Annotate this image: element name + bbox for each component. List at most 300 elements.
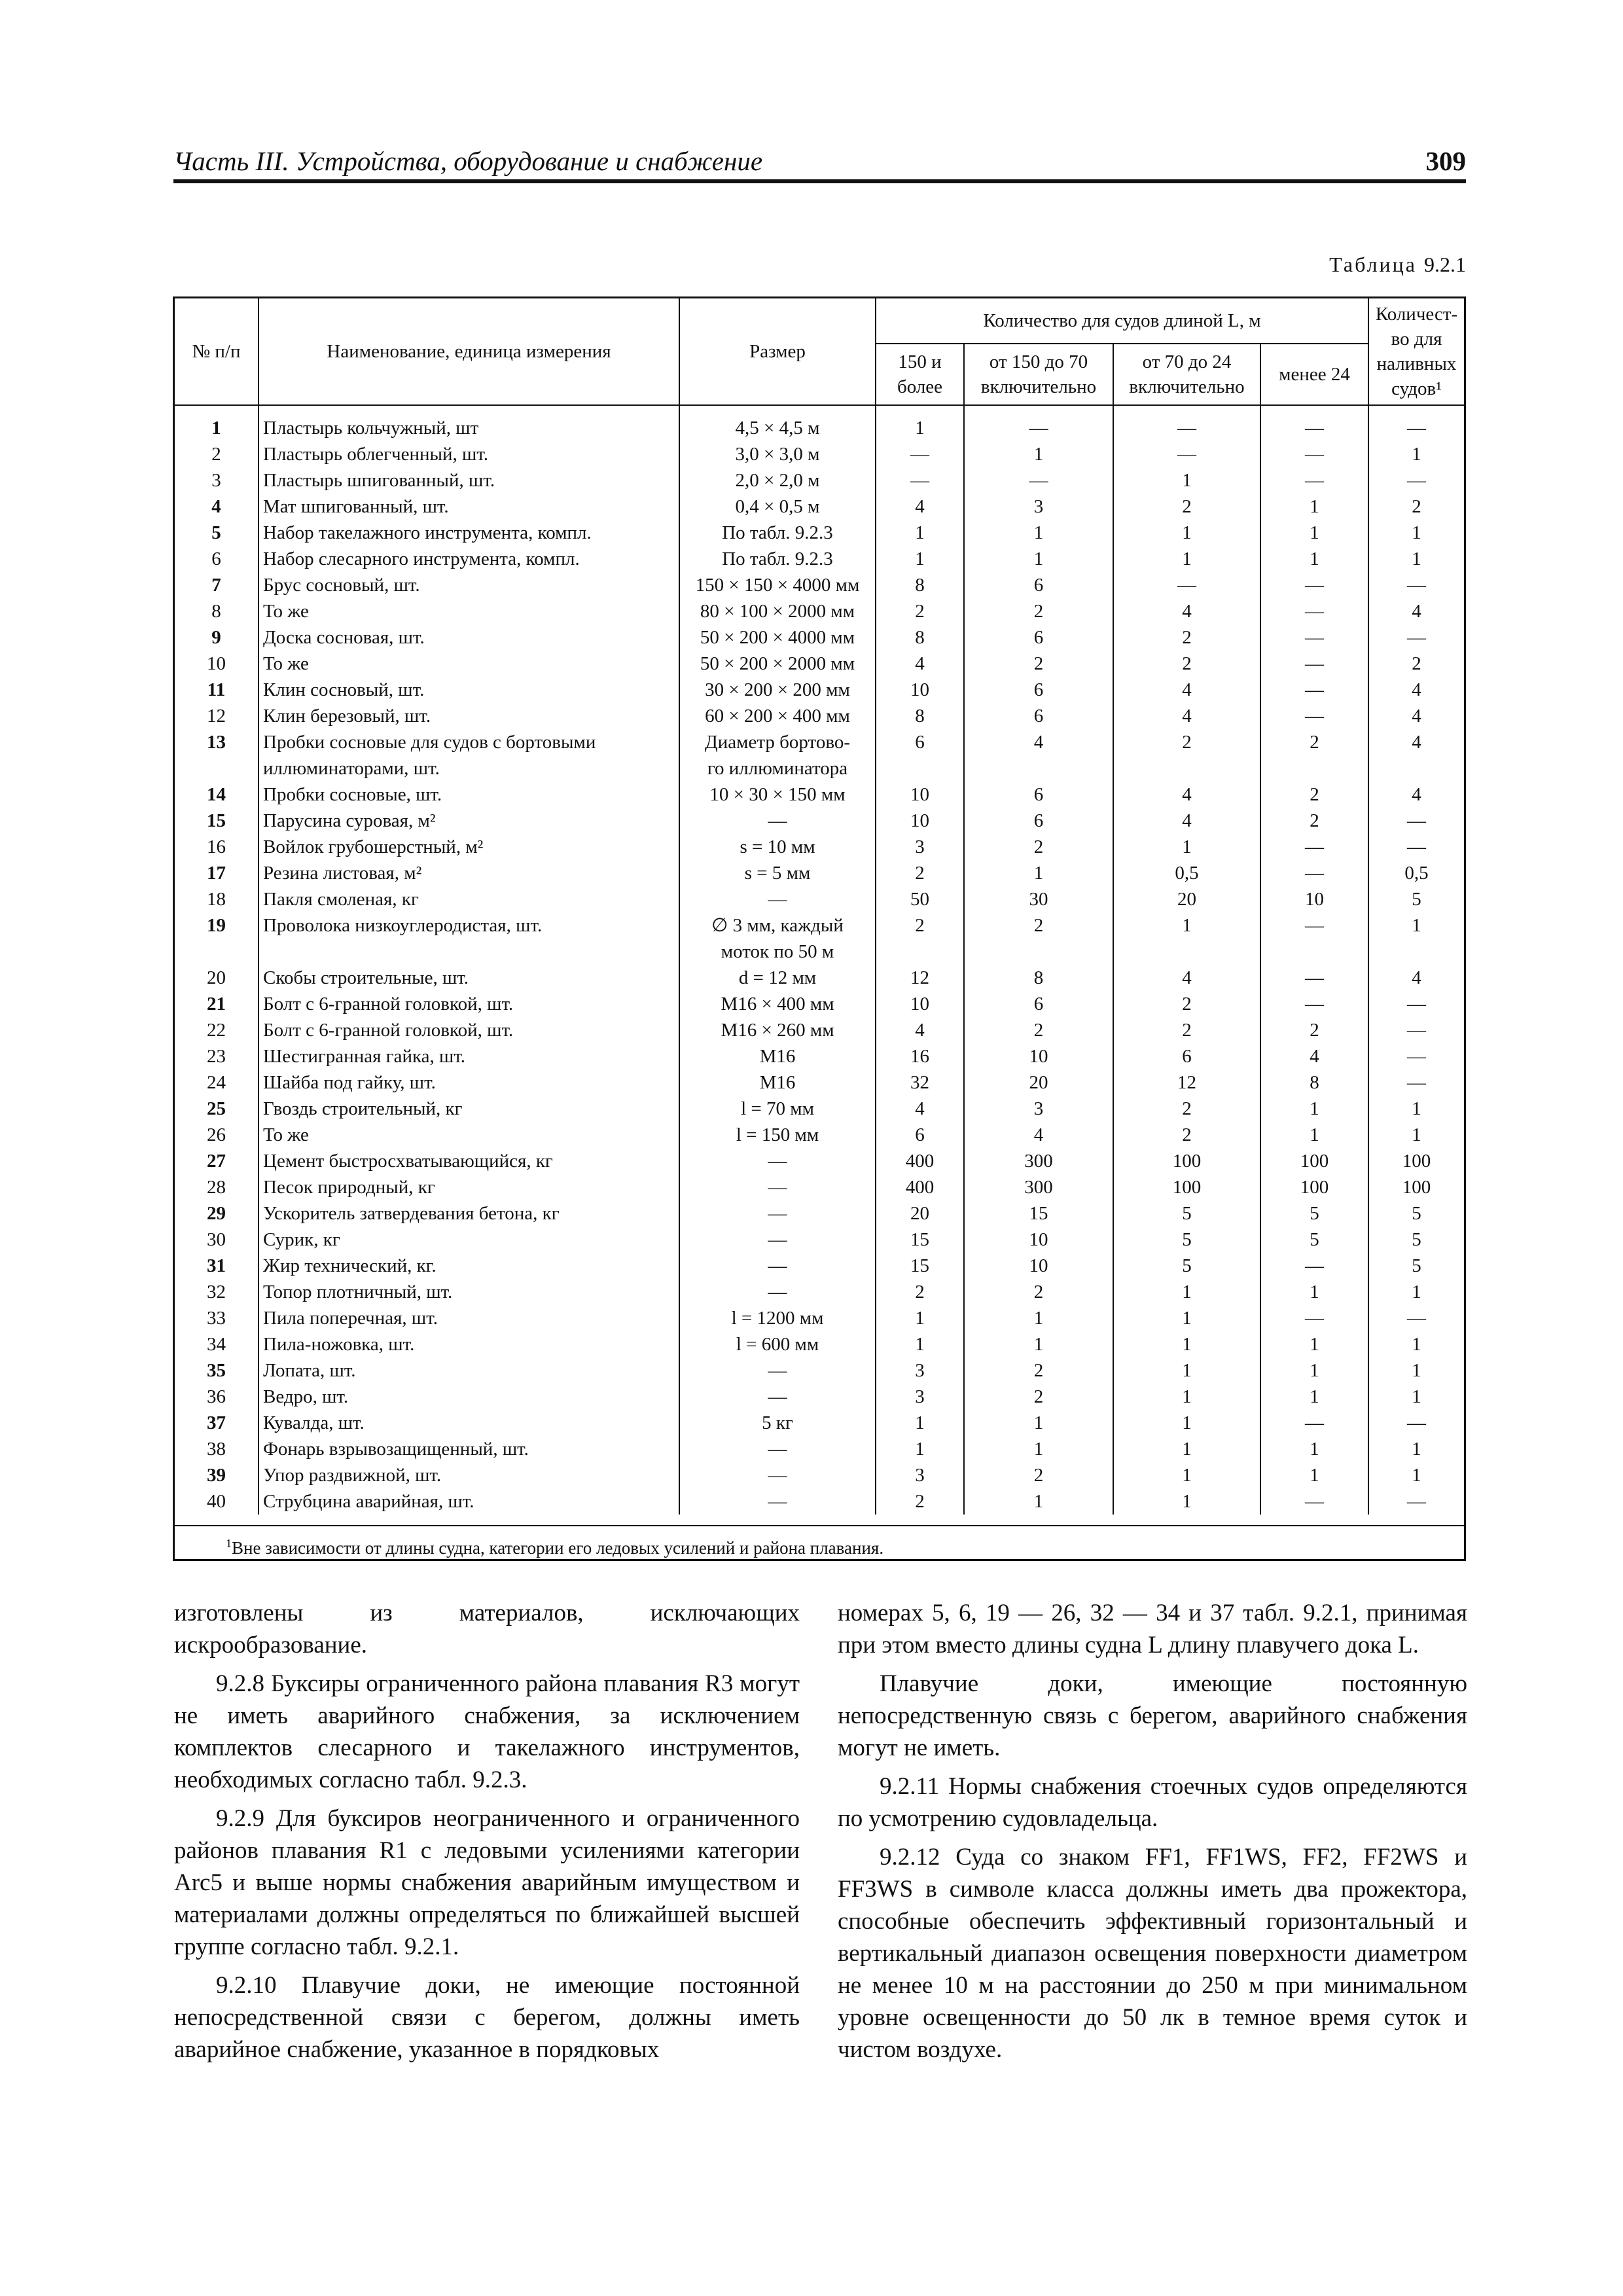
row-number-cell: 39 bbox=[175, 1462, 259, 1488]
table-row bbox=[175, 1384, 1464, 1410]
qty-tankers-cell: 0,5 bbox=[1368, 860, 1464, 886]
table-row bbox=[175, 1462, 1464, 1488]
item-name-cell: Пила поперечная, шт. bbox=[259, 1305, 679, 1331]
qty-under-24-cell: — bbox=[1260, 598, 1368, 624]
qty-under-24-cell: — bbox=[1260, 572, 1368, 598]
row-number-cell: 17 bbox=[175, 860, 259, 886]
qty-150-plus-cell: 2 bbox=[876, 1279, 964, 1305]
qty-150-plus-cell: — bbox=[876, 441, 964, 467]
item-name-cell: Пакля смоленая, кг bbox=[259, 886, 679, 912]
table-row bbox=[175, 441, 1464, 467]
qty-under-24-cell: — bbox=[1260, 1410, 1368, 1436]
table-row bbox=[175, 1410, 1464, 1436]
item-name-cell: Клин березовый, шт. bbox=[259, 703, 679, 729]
row-number-cell: 38 bbox=[175, 1436, 259, 1462]
size-cell: М16 bbox=[679, 1043, 876, 1069]
paragraph-docks: Плавучие доки, имеющие постоянную непосредственную связь с берегом, аварийного снабжения могут не иметь. bbox=[838, 1670, 1467, 1761]
row-number-cell: 7 bbox=[175, 572, 259, 598]
qty-under-24-cell bbox=[1260, 755, 1368, 781]
qty-70-24-cell: 4 bbox=[1113, 677, 1260, 703]
header-150-plus: 150 и более bbox=[876, 344, 964, 405]
qty-150-plus-cell: 50 bbox=[876, 886, 964, 912]
size-cell: — bbox=[679, 1488, 876, 1515]
qty-under-24-cell: — bbox=[1260, 651, 1368, 677]
row-number-cell: 24 bbox=[175, 1069, 259, 1096]
table-row bbox=[175, 1174, 1464, 1200]
paragraph-9-2-10-cont: номерах 5, 6, 19 — 26, 32 — 34 и 37 табл. 9.2.1, принимая при этом вместо длины судна L длину плавучего дока L. bbox=[838, 1600, 1467, 1659]
item-name-cell: Упор раздвижной, шт. bbox=[259, 1462, 679, 1488]
qty-under-24-cell: — bbox=[1260, 1305, 1368, 1331]
qty-70-24-cell: 4 bbox=[1113, 808, 1260, 834]
item-name-cell: То же bbox=[259, 598, 679, 624]
table-body bbox=[175, 405, 1464, 1515]
qty-70-24-cell: 1 bbox=[1113, 1279, 1260, 1305]
row-number-cell bbox=[175, 755, 259, 781]
qty-150-70-cell: 1 bbox=[964, 1305, 1113, 1331]
qty-150-70-cell: 6 bbox=[964, 624, 1113, 651]
qty-150-70-cell: 2 bbox=[964, 1017, 1113, 1043]
qty-under-24-cell: — bbox=[1260, 1488, 1368, 1515]
table-row bbox=[175, 1279, 1464, 1305]
qty-150-70-cell: 2 bbox=[964, 912, 1113, 939]
item-name-cell: Струбцина аварийная, шт. bbox=[259, 1488, 679, 1515]
item-name-cell bbox=[259, 939, 679, 965]
qty-tankers-cell: 1 bbox=[1368, 1122, 1464, 1148]
size-cell: 10 × 30 × 150 мм bbox=[679, 781, 876, 808]
item-name-cell: Набор слесарного инструмента, компл. bbox=[259, 546, 679, 572]
qty-70-24-cell: 2 bbox=[1113, 729, 1260, 755]
qty-150-plus-cell: 10 bbox=[876, 991, 964, 1017]
row-number-cell: 22 bbox=[175, 1017, 259, 1043]
size-cell: l = 150 мм bbox=[679, 1122, 876, 1148]
qty-under-24-cell: — bbox=[1260, 860, 1368, 886]
qty-150-70-cell: 6 bbox=[964, 808, 1113, 834]
item-name-cell: Шайба под гайку, шт. bbox=[259, 1069, 679, 1096]
qty-tankers-cell: — bbox=[1368, 405, 1464, 441]
qty-70-24-cell: 1 bbox=[1113, 1436, 1260, 1462]
qty-150-plus-cell: 6 bbox=[876, 729, 964, 755]
table-row bbox=[175, 965, 1464, 991]
qty-150-plus-cell: 3 bbox=[876, 1384, 964, 1410]
row-number-cell: 18 bbox=[175, 886, 259, 912]
qty-150-plus-cell bbox=[876, 755, 964, 781]
table-row bbox=[175, 808, 1464, 834]
qty-tankers-cell: 5 bbox=[1368, 886, 1464, 912]
qty-70-24-cell: 1 bbox=[1113, 1488, 1260, 1515]
qty-150-70-cell: 3 bbox=[964, 493, 1113, 520]
size-cell: l = 600 мм bbox=[679, 1331, 876, 1357]
qty-under-24-cell: — bbox=[1260, 834, 1368, 860]
qty-tankers-cell: 4 bbox=[1368, 598, 1464, 624]
qty-under-24-cell: 2 bbox=[1260, 729, 1368, 755]
qty-tankers-cell: 2 bbox=[1368, 493, 1464, 520]
qty-70-24-cell: 1 bbox=[1113, 1357, 1260, 1384]
qty-tankers-cell: 5 bbox=[1368, 1227, 1464, 1253]
size-cell: — bbox=[679, 1174, 876, 1200]
table-row bbox=[175, 624, 1464, 651]
size-cell: 4,5 × 4,5 м bbox=[679, 405, 876, 441]
qty-150-70-cell: 6 bbox=[964, 781, 1113, 808]
row-number-cell: 15 bbox=[175, 808, 259, 834]
qty-150-plus-cell: 2 bbox=[876, 860, 964, 886]
qty-70-24-cell: 4 bbox=[1113, 703, 1260, 729]
row-number-cell: 4 bbox=[175, 493, 259, 520]
row-number-cell: 8 bbox=[175, 598, 259, 624]
table-row bbox=[175, 834, 1464, 860]
table-frame bbox=[173, 296, 1466, 1561]
qty-150-70-cell: 6 bbox=[964, 677, 1113, 703]
qty-under-24-cell: — bbox=[1260, 441, 1368, 467]
item-name-cell: Лопата, шт. bbox=[259, 1357, 679, 1384]
table-row bbox=[175, 1357, 1464, 1384]
page-header bbox=[173, 145, 1466, 183]
item-name-cell: Шестигранная гайка, шт. bbox=[259, 1043, 679, 1069]
item-name-cell: Пробки сосновые, шт. bbox=[259, 781, 679, 808]
qty-70-24-cell: 4 bbox=[1113, 598, 1260, 624]
qty-150-70-cell: 1 bbox=[964, 860, 1113, 886]
qty-150-70-cell: 30 bbox=[964, 886, 1113, 912]
qty-tankers-cell: 5 bbox=[1368, 1200, 1464, 1227]
item-name-cell: Клин сосновый, шт. bbox=[259, 677, 679, 703]
qty-70-24-cell: 20 bbox=[1113, 886, 1260, 912]
qty-150-70-cell: 6 bbox=[964, 703, 1113, 729]
table-row bbox=[175, 1148, 1464, 1174]
qty-70-24-cell: 4 bbox=[1113, 965, 1260, 991]
size-cell: 5 кг bbox=[679, 1410, 876, 1436]
qty-tankers-cell: — bbox=[1368, 1305, 1464, 1331]
item-name-cell: Парусина суровая, м² bbox=[259, 808, 679, 834]
qty-150-plus-cell: 1 bbox=[876, 405, 964, 441]
qty-under-24-cell: — bbox=[1260, 624, 1368, 651]
item-name-cell: Сурик, кг bbox=[259, 1227, 679, 1253]
table-footnote bbox=[175, 1525, 1464, 1559]
qty-70-24-cell: — bbox=[1113, 441, 1260, 467]
text-column-left bbox=[174, 1597, 800, 2072]
qty-150-70-cell bbox=[964, 939, 1113, 965]
qty-under-24-cell: 1 bbox=[1260, 1122, 1368, 1148]
qty-tankers-cell: — bbox=[1368, 624, 1464, 651]
table-row bbox=[175, 405, 1464, 441]
item-name-cell: Фонарь взрывозащищенный, шт. bbox=[259, 1436, 679, 1462]
qty-70-24-cell: 1 bbox=[1113, 520, 1260, 546]
qty-under-24-cell: — bbox=[1260, 991, 1368, 1017]
qty-150-70-cell: 1 bbox=[964, 546, 1113, 572]
qty-150-70-cell: 6 bbox=[964, 572, 1113, 598]
item-name-cell: Песок природный, кг bbox=[259, 1174, 679, 1200]
table-caption-word: Таблица bbox=[1329, 253, 1417, 276]
header-tankers: Количест-во для наливных судов¹ bbox=[1368, 298, 1464, 405]
qty-150-70-cell bbox=[964, 755, 1113, 781]
qty-70-24-cell bbox=[1113, 755, 1260, 781]
qty-under-24-cell: 100 bbox=[1260, 1174, 1368, 1200]
qty-150-70-cell: 1 bbox=[964, 1410, 1113, 1436]
item-name-cell: Болт с 6-гранной головкой, шт. bbox=[259, 1017, 679, 1043]
qty-150-plus-cell: 3 bbox=[876, 1357, 964, 1384]
table-row bbox=[175, 939, 1464, 965]
row-number-cell: 40 bbox=[175, 1488, 259, 1515]
qty-70-24-cell: 5 bbox=[1113, 1227, 1260, 1253]
row-number-cell: 32 bbox=[175, 1279, 259, 1305]
row-number-cell: 14 bbox=[175, 781, 259, 808]
qty-under-24-cell: 5 bbox=[1260, 1200, 1368, 1227]
qty-150-70-cell: 4 bbox=[964, 1122, 1113, 1148]
size-cell: моток по 50 м bbox=[679, 939, 876, 965]
item-name-cell: То же bbox=[259, 651, 679, 677]
qty-150-70-cell: 300 bbox=[964, 1174, 1113, 1200]
row-number-cell: 6 bbox=[175, 546, 259, 572]
row-number-cell: 34 bbox=[175, 1331, 259, 1357]
qty-150-plus-cell: 1 bbox=[876, 520, 964, 546]
table-row bbox=[175, 729, 1464, 755]
qty-150-plus-cell: 10 bbox=[876, 808, 964, 834]
qty-150-70-cell: 1 bbox=[964, 441, 1113, 467]
qty-under-24-cell: 2 bbox=[1260, 1017, 1368, 1043]
qty-150-70-cell: 1 bbox=[964, 1436, 1113, 1462]
table-row bbox=[175, 755, 1464, 781]
row-number-cell: 1 bbox=[175, 405, 259, 441]
qty-tankers-cell: 2 bbox=[1368, 651, 1464, 677]
item-name-cell: Резина листовая, м² bbox=[259, 860, 679, 886]
size-cell: — bbox=[679, 1357, 876, 1384]
qty-tankers-cell: 1 bbox=[1368, 1279, 1464, 1305]
qty-under-24-cell: — bbox=[1260, 703, 1368, 729]
qty-150-plus-cell: 1 bbox=[876, 1436, 964, 1462]
table-caption bbox=[1329, 253, 1466, 277]
qty-tankers-cell: — bbox=[1368, 808, 1464, 834]
size-cell: 3,0 × 3,0 м bbox=[679, 441, 876, 467]
table-row bbox=[175, 546, 1464, 572]
table-row bbox=[175, 1305, 1464, 1331]
qty-under-24-cell: 1 bbox=[1260, 1462, 1368, 1488]
qty-150-plus-cell: 20 bbox=[876, 1200, 964, 1227]
table-row bbox=[175, 1122, 1464, 1148]
row-number-cell: 29 bbox=[175, 1200, 259, 1227]
page-number: 309 bbox=[1425, 146, 1466, 176]
qty-70-24-cell: 0,5 bbox=[1113, 860, 1260, 886]
qty-150-70-cell: 1 bbox=[964, 520, 1113, 546]
item-name-cell: иллюминаторами, шт. bbox=[259, 755, 679, 781]
qty-under-24-cell: — bbox=[1260, 405, 1368, 441]
qty-150-plus-cell: 32 bbox=[876, 1069, 964, 1096]
qty-150-plus-cell: 1 bbox=[876, 1305, 964, 1331]
header-150-70: от 150 до 70 включительно bbox=[964, 344, 1113, 405]
qty-150-70-cell: 10 bbox=[964, 1253, 1113, 1279]
row-number-cell: 30 bbox=[175, 1227, 259, 1253]
item-name-cell: Проволока низкоуглеродистая, шт. bbox=[259, 912, 679, 939]
row-number-cell: 36 bbox=[175, 1384, 259, 1410]
item-name-cell: Ускоритель затвердевания бетона, кг bbox=[259, 1200, 679, 1227]
qty-tankers-cell: 1 bbox=[1368, 1462, 1464, 1488]
qty-tankers-cell: — bbox=[1368, 467, 1464, 493]
table-row bbox=[175, 651, 1464, 677]
qty-70-24-cell: 1 bbox=[1113, 1384, 1260, 1410]
size-cell: По табл. 9.2.3 bbox=[679, 520, 876, 546]
qty-under-24-cell: 5 bbox=[1260, 1227, 1368, 1253]
qty-tankers-cell: 1 bbox=[1368, 546, 1464, 572]
qty-under-24-cell: 1 bbox=[1260, 1384, 1368, 1410]
qty-tankers-cell bbox=[1368, 755, 1464, 781]
row-number-cell: 23 bbox=[175, 1043, 259, 1069]
qty-150-70-cell: 4 bbox=[964, 729, 1113, 755]
row-number-cell: 28 bbox=[175, 1174, 259, 1200]
qty-150-plus-cell: 15 bbox=[876, 1227, 964, 1253]
qty-150-plus-cell: 400 bbox=[876, 1148, 964, 1174]
size-cell: ∅ 3 мм, каждый bbox=[679, 912, 876, 939]
item-name-cell: Жир технический, кг. bbox=[259, 1253, 679, 1279]
qty-150-70-cell: 300 bbox=[964, 1148, 1113, 1174]
qty-under-24-cell: 2 bbox=[1260, 781, 1368, 808]
qty-150-70-cell: 10 bbox=[964, 1227, 1113, 1253]
header-under-24: менее 24 bbox=[1260, 344, 1368, 405]
qty-150-plus-cell: 1 bbox=[876, 546, 964, 572]
qty-under-24-cell: — bbox=[1260, 965, 1368, 991]
header-70-24: от 70 до 24 включительно bbox=[1113, 344, 1260, 405]
size-cell: s = 5 мм bbox=[679, 860, 876, 886]
paragraph-9-2-9: 9.2.9 Для буксиров неограниченного и ограниченного районов плавания R1 с ледовыми усилениями категории Arc5 и выше нормы снабжения аварийным имуществом и материалами должны определяться по ближайшей высшей группе согласно табл. 9.2.1. bbox=[174, 1805, 800, 1960]
qty-70-24-cell: 100 bbox=[1113, 1148, 1260, 1174]
qty-under-24-cell: 1 bbox=[1260, 1357, 1368, 1384]
qty-150-70-cell: 15 bbox=[964, 1200, 1113, 1227]
qty-150-plus-cell: 16 bbox=[876, 1043, 964, 1069]
qty-150-plus-cell: 4 bbox=[876, 493, 964, 520]
qty-under-24-cell bbox=[1260, 939, 1368, 965]
table-row bbox=[175, 520, 1464, 546]
qty-150-70-cell: 2 bbox=[964, 834, 1113, 860]
qty-tankers-cell: — bbox=[1368, 1488, 1464, 1515]
qty-tankers-cell: 100 bbox=[1368, 1148, 1464, 1174]
qty-70-24-cell: 2 bbox=[1113, 991, 1260, 1017]
qty-tankers-cell: — bbox=[1368, 1043, 1464, 1069]
size-cell: М16 bbox=[679, 1069, 876, 1096]
size-cell: d = 12 мм bbox=[679, 965, 876, 991]
qty-150-plus-cell: 3 bbox=[876, 834, 964, 860]
size-cell: 30 × 200 × 200 мм bbox=[679, 677, 876, 703]
qty-70-24-cell: — bbox=[1113, 405, 1260, 441]
row-number-cell: 27 bbox=[175, 1148, 259, 1174]
qty-150-plus-cell: 15 bbox=[876, 1253, 964, 1279]
qty-150-plus-cell: 4 bbox=[876, 651, 964, 677]
item-name-cell: Пила-ножовка, шт. bbox=[259, 1331, 679, 1357]
qty-under-24-cell: 100 bbox=[1260, 1148, 1368, 1174]
qty-150-plus-cell: 12 bbox=[876, 965, 964, 991]
qty-70-24-cell: 2 bbox=[1113, 1096, 1260, 1122]
text-column-right bbox=[838, 1597, 1467, 2072]
paragraph-9-2-12: 9.2.12 Суда со знаком FF1, FF1WS, FF2, FF2WS и FF3WS в символе класса должны иметь два прожектора, способные обеспечить эффективный горизонтальный и вертикальный диапазон освещения поверхности диаметром не менее 10 м на расстоянии до 250 м при минимальном уровне освещенности до 50 лк в темное время суток и чистом воздухе. bbox=[838, 1844, 1467, 2063]
qty-tankers-cell: — bbox=[1368, 572, 1464, 598]
qty-tankers-cell: 4 bbox=[1368, 677, 1464, 703]
qty-under-24-cell: — bbox=[1260, 677, 1368, 703]
table-row bbox=[175, 467, 1464, 493]
row-number-cell: 3 bbox=[175, 467, 259, 493]
qty-tankers-cell: 1 bbox=[1368, 1331, 1464, 1357]
paragraph-9-2-8: 9.2.8 Буксиры ограниченного района плавания R3 могут не иметь аварийного снабжения, за исключением комплектов слесарного и такелажного инструментов, необходимых согласно табл. 9.2.3. bbox=[174, 1670, 800, 1793]
qty-tankers-cell bbox=[1368, 939, 1464, 965]
header-size: Размер bbox=[679, 298, 876, 405]
qty-70-24-cell: 6 bbox=[1113, 1043, 1260, 1069]
size-cell: 80 × 100 × 2000 мм bbox=[679, 598, 876, 624]
qty-150-70-cell: 3 bbox=[964, 1096, 1113, 1122]
qty-70-24-cell: 5 bbox=[1113, 1200, 1260, 1227]
size-cell: М16 × 260 мм bbox=[679, 1017, 876, 1043]
qty-under-24-cell: 1 bbox=[1260, 520, 1368, 546]
item-name-cell: Кувалда, шт. bbox=[259, 1410, 679, 1436]
qty-under-24-cell: 2 bbox=[1260, 808, 1368, 834]
qty-tankers-cell: 1 bbox=[1368, 520, 1464, 546]
item-name-cell: Болт с 6-гранной головкой, шт. bbox=[259, 991, 679, 1017]
qty-150-plus-cell: 2 bbox=[876, 912, 964, 939]
size-cell: го иллюминатора bbox=[679, 755, 876, 781]
table-row bbox=[175, 781, 1464, 808]
qty-150-plus-cell: 8 bbox=[876, 624, 964, 651]
table-row bbox=[175, 1200, 1464, 1227]
table-row bbox=[175, 598, 1464, 624]
paragraph-9-2-11: 9.2.11 Нормы снабжения стоечных судов определяются по усмотрению судовладельца. bbox=[838, 1773, 1467, 1832]
table-row bbox=[175, 1096, 1464, 1122]
row-number-cell: 2 bbox=[175, 441, 259, 467]
qty-70-24-cell: 1 bbox=[1113, 912, 1260, 939]
item-name-cell: Топор плотничный, шт. bbox=[259, 1279, 679, 1305]
qty-150-70-cell: 10 bbox=[964, 1043, 1113, 1069]
footnote-mark: 1 bbox=[226, 1537, 232, 1550]
qty-under-24-cell: — bbox=[1260, 1253, 1368, 1279]
qty-70-24-cell: 12 bbox=[1113, 1069, 1260, 1096]
qty-70-24-cell: 2 bbox=[1113, 1017, 1260, 1043]
qty-tankers-cell: — bbox=[1368, 1069, 1464, 1096]
table-row bbox=[175, 703, 1464, 729]
row-number-cell: 19 bbox=[175, 912, 259, 939]
row-number-cell: 12 bbox=[175, 703, 259, 729]
table-row bbox=[175, 1017, 1464, 1043]
size-cell: — bbox=[679, 1200, 876, 1227]
header-group: Количество для судов длиной L, м bbox=[876, 298, 1368, 344]
qty-150-70-cell: 1 bbox=[964, 1331, 1113, 1357]
row-number-cell: 9 bbox=[175, 624, 259, 651]
supply-table bbox=[175, 298, 1464, 1515]
item-name-cell: Скобы строительные, шт. bbox=[259, 965, 679, 991]
row-number-cell bbox=[175, 939, 259, 965]
qty-70-24-cell: 1 bbox=[1113, 467, 1260, 493]
qty-tankers-cell: — bbox=[1368, 1410, 1464, 1436]
size-cell: 60 × 200 × 400 мм bbox=[679, 703, 876, 729]
qty-150-70-cell: 2 bbox=[964, 651, 1113, 677]
size-cell: 150 × 150 × 4000 мм bbox=[679, 572, 876, 598]
header-no: № п/п bbox=[175, 298, 259, 405]
qty-under-24-cell: 10 bbox=[1260, 886, 1368, 912]
qty-150-70-cell: 2 bbox=[964, 1357, 1113, 1384]
size-cell: — bbox=[679, 1384, 876, 1410]
table-row bbox=[175, 860, 1464, 886]
row-number-cell: 26 bbox=[175, 1122, 259, 1148]
qty-70-24-cell: 2 bbox=[1113, 624, 1260, 651]
qty-70-24-cell: 1 bbox=[1113, 834, 1260, 860]
qty-150-plus-cell: 2 bbox=[876, 1488, 964, 1515]
qty-150-plus-cell: 1 bbox=[876, 1410, 964, 1436]
qty-under-24-cell: 1 bbox=[1260, 493, 1368, 520]
qty-150-70-cell: 8 bbox=[964, 965, 1113, 991]
qty-150-70-cell: — bbox=[964, 405, 1113, 441]
footnote-text: Вне зависимости от длины судна, категории его ледовых усилений и района плавания. bbox=[232, 1538, 884, 1558]
qty-150-plus-cell: 4 bbox=[876, 1017, 964, 1043]
qty-tankers-cell: 1 bbox=[1368, 441, 1464, 467]
item-name-cell: Ведро, шт. bbox=[259, 1384, 679, 1410]
qty-150-70-cell: 6 bbox=[964, 991, 1113, 1017]
size-cell: 2,0 × 2,0 м bbox=[679, 467, 876, 493]
item-name-cell: Доска сосновая, шт. bbox=[259, 624, 679, 651]
row-number-cell: 13 bbox=[175, 729, 259, 755]
qty-tankers-cell: 1 bbox=[1368, 1357, 1464, 1384]
item-name-cell: Пластырь облегченный, шт. bbox=[259, 441, 679, 467]
qty-150-plus-cell: 2 bbox=[876, 598, 964, 624]
